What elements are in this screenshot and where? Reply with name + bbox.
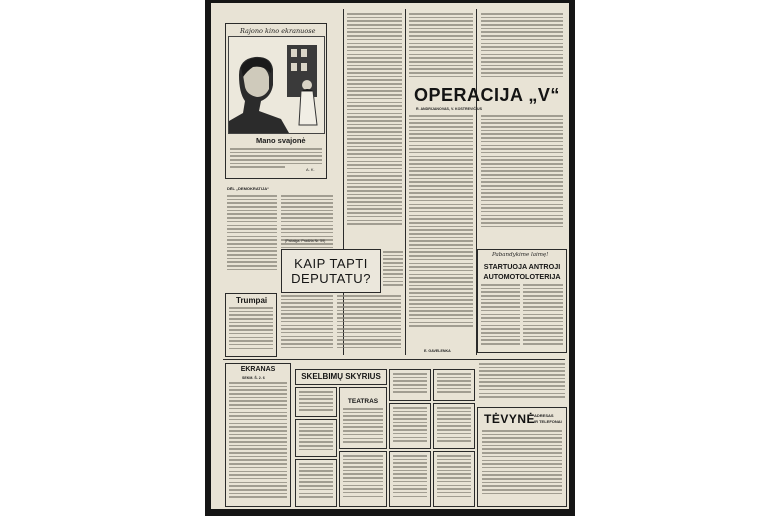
ad-text: [299, 391, 333, 413]
operacija-authors: R. ANDRIJANOVAS, V. KOSTREVIČIUS: [416, 107, 482, 111]
lottery-box: [477, 249, 567, 353]
demokratija-article-text: [227, 195, 277, 285]
film-still-photo: [228, 36, 325, 134]
ad-text: [393, 455, 427, 503]
column-rule: [405, 9, 406, 355]
ad-box: [295, 387, 337, 417]
ad-box: [433, 403, 475, 449]
ad-text: [299, 463, 333, 503]
ekranas-listings: [229, 382, 287, 502]
trumpai-text: [229, 307, 273, 353]
lower-right-text: [479, 363, 565, 403]
film-signature: A. K.: [306, 167, 315, 172]
ad-box: [433, 451, 475, 507]
deputatu-title-line2: DEPUTATU?: [291, 271, 371, 286]
ad-text: [437, 455, 471, 503]
lottery-text-2: [523, 284, 563, 350]
column-2-text: [347, 13, 402, 243]
ad-text: [393, 407, 427, 445]
teatras-title: TEATRAS: [347, 398, 379, 405]
operacija-source: (Pabaiga. Pradžia Nr. 59): [285, 239, 326, 243]
ad-box: [433, 369, 475, 401]
column-4-text: [481, 13, 563, 85]
lottery-text-1: [481, 284, 520, 350]
deputatu-text-2: [337, 295, 401, 353]
tevyne-address-line1: ADRESAS: [534, 413, 554, 418]
film-still-illustration: [229, 37, 324, 133]
operacija-text-1: [409, 115, 473, 351]
deputatu-signature: E. GAVELENKA: [424, 349, 451, 353]
section-divider: [223, 359, 565, 360]
demokratija-heading: DĖL „DEMOKRATIJA“: [227, 186, 270, 191]
ekranas-title: EKRANAS: [240, 366, 276, 373]
ad-box: [389, 369, 431, 401]
film-caption: Mano svajonė: [256, 136, 306, 145]
film-rubric: Rajono kino ekranuose: [240, 27, 316, 35]
ad-text: [437, 373, 471, 397]
skelbimu-title-box: [295, 369, 387, 385]
tevyne-name: TĖVYNĖ: [484, 412, 536, 426]
ad-text: [393, 373, 427, 397]
skelbimu-title: SKELBIMŲ SKYRIUS: [301, 372, 381, 381]
teatras-text: [343, 408, 383, 446]
tevyne-details: [482, 430, 562, 502]
trumpai-title: Trumpai: [236, 296, 268, 305]
ad-box: [295, 459, 337, 507]
deputatu-text-1: [281, 295, 333, 353]
ad-text: [299, 423, 333, 453]
ad-box: [339, 451, 387, 507]
teatras-box: [339, 387, 387, 449]
ekranas-day: SEKM. Š. 2. 6: [242, 376, 265, 380]
ad-box: [389, 403, 431, 449]
ad-box: [389, 451, 431, 507]
film-review-box: [225, 23, 327, 179]
deputatu-title-line1: KAIP TAPTI: [294, 256, 368, 271]
ekranas-box: [225, 363, 291, 507]
newspaper-page: [211, 3, 569, 509]
tevyne-address-line2: IR TELEFONAI: [534, 419, 562, 424]
ad-text: [437, 407, 471, 445]
lottery-title-line1: STARTUOJA ANTROJI: [483, 262, 561, 271]
deputatu-text-3: [383, 251, 403, 289]
operacija-text-2: [481, 115, 563, 243]
deputatu-headline-box: [281, 249, 381, 293]
trumpai-box: [225, 293, 277, 357]
lottery-title-line2: AUTOMOTOLOTERIJA: [483, 272, 561, 281]
lottery-rubric: Pabandykime laimę!: [492, 252, 549, 258]
ad-text: [343, 455, 383, 503]
column-3-text: [409, 13, 473, 85]
ad-box: [295, 419, 337, 457]
tevyne-box: [477, 407, 567, 507]
operacija-title: OPERACIJA „V“: [414, 85, 560, 105]
